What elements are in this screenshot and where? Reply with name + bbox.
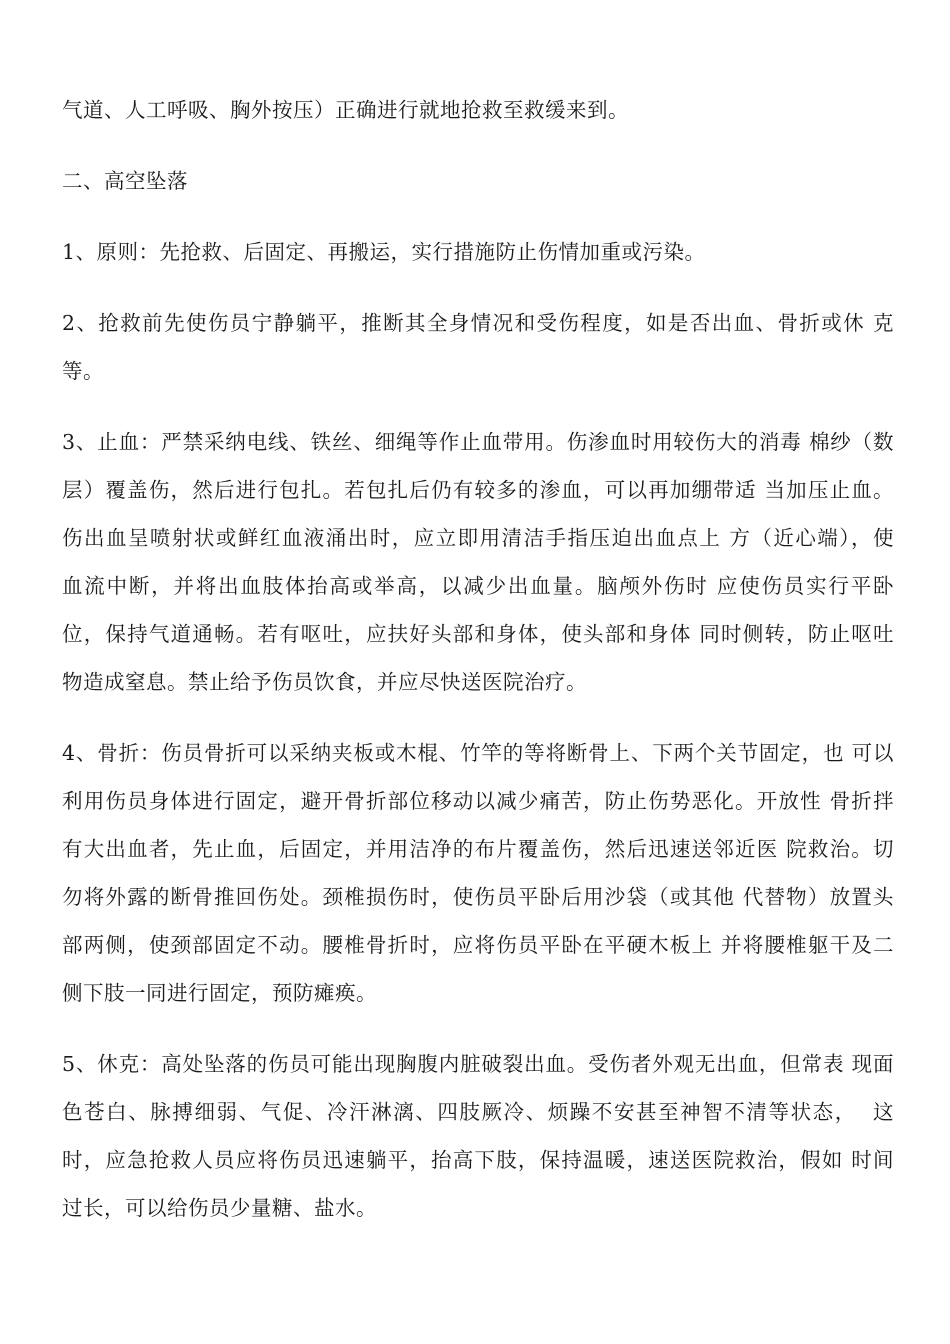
text-line: 伤出血呈喷射状或鲜红血液涌出时，应立即用清洁手指压迫出血点上 方（近心端），使 <box>62 526 894 550</box>
text-line: 部两侧，使颈部固定不动。腰椎骨折时，应将伤员平卧在平硬木板上 并将腰椎躯干及二 <box>62 933 894 957</box>
paragraph-intro-tail <box>62 86 894 134</box>
text-line: 勿将外露的断骨推回伤处。颈椎损伤时，使伤员平卧后用沙袋（或其他 代替物）放置头 <box>62 885 894 909</box>
paragraph-item-3 <box>62 418 894 706</box>
text-line: 色苍白、脉搏细弱、气促、冷汗淋漓、四肢厥冷、烦躁不安甚至神智不清等状态， 这 <box>62 1100 894 1124</box>
text-line: 气道、人工呼吸、胸外按压）正确进行就地抢救至救缓来到。 <box>62 98 629 122</box>
text-line: 过长，可以给伤员少量糖、盐水。 <box>62 1196 377 1220</box>
paragraph-item-2 <box>62 299 894 395</box>
text-line: 时，应急抢救人员应将伤员迅速躺平，抬高下肢，保持温暖，速送医院救治，假如 时间 <box>62 1148 894 1172</box>
section-heading <box>62 157 894 205</box>
text-line: 有大出血者，先止血，后固定，并用洁净的布片覆盖伤，然后迅速送邻近医 院救治。切 <box>62 837 894 861</box>
text-line: 血流中断，并将出血肢体抬高或举高，以减少出血量。脑颅外伤时 应使伤员实行平卧 <box>62 574 894 598</box>
text-line: 层）覆盖伤，然后进行包扎。若包扎后仍有较多的渗血，可以再加绷带适 当加压止血。 <box>62 478 894 502</box>
text-line: 2、抢救前先使伤员宁静躺平，推断其全身情况和受伤程度，如是否出血、骨折或休 克 <box>62 311 894 335</box>
paragraph-item-5 <box>62 1040 894 1232</box>
text-line: 等。 <box>62 359 104 383</box>
text-line: 利用伤员身体进行固定，避开骨折部位移动以减少痛苦，防止伤势恶化。开放性 骨折拌 <box>62 789 894 813</box>
text-line: 侧下肢一同进行固定，预防瘫痪。 <box>62 981 377 1005</box>
text-line: 4、骨折：伤员骨折可以采纳夹板或木棍、竹竿的等将断骨上、下两个关节固定，也 可以 <box>62 741 894 765</box>
text-line: 二、高空坠落 <box>62 169 188 193</box>
text-line: 5、休克：高处坠落的伤员可能出现胸腹内脏破裂出血。受伤者外观无出血，但常表 现面 <box>62 1052 894 1076</box>
text-line: 物造成窒息。禁止给予伤员饮食，并应尽快送医院治疗。 <box>62 670 587 694</box>
text-line: 1、原则：先抢救、后固定、再搬运，实行措施防止伤情加重或污染。 <box>62 240 706 264</box>
paragraph-item-4 <box>62 729 894 1017</box>
text-line: 3、止血：严禁采纳电线、铁丝、细绳等作止血带用。伤渗血时用较伤大的消毒 棉纱（数 <box>62 430 894 454</box>
text-line: 位，保持气道通畅。若有呕吐，应扶好头部和身体，使头部和身体 同时侧转，防止呕吐 <box>62 622 894 646</box>
paragraph-item-1 <box>62 228 894 276</box>
